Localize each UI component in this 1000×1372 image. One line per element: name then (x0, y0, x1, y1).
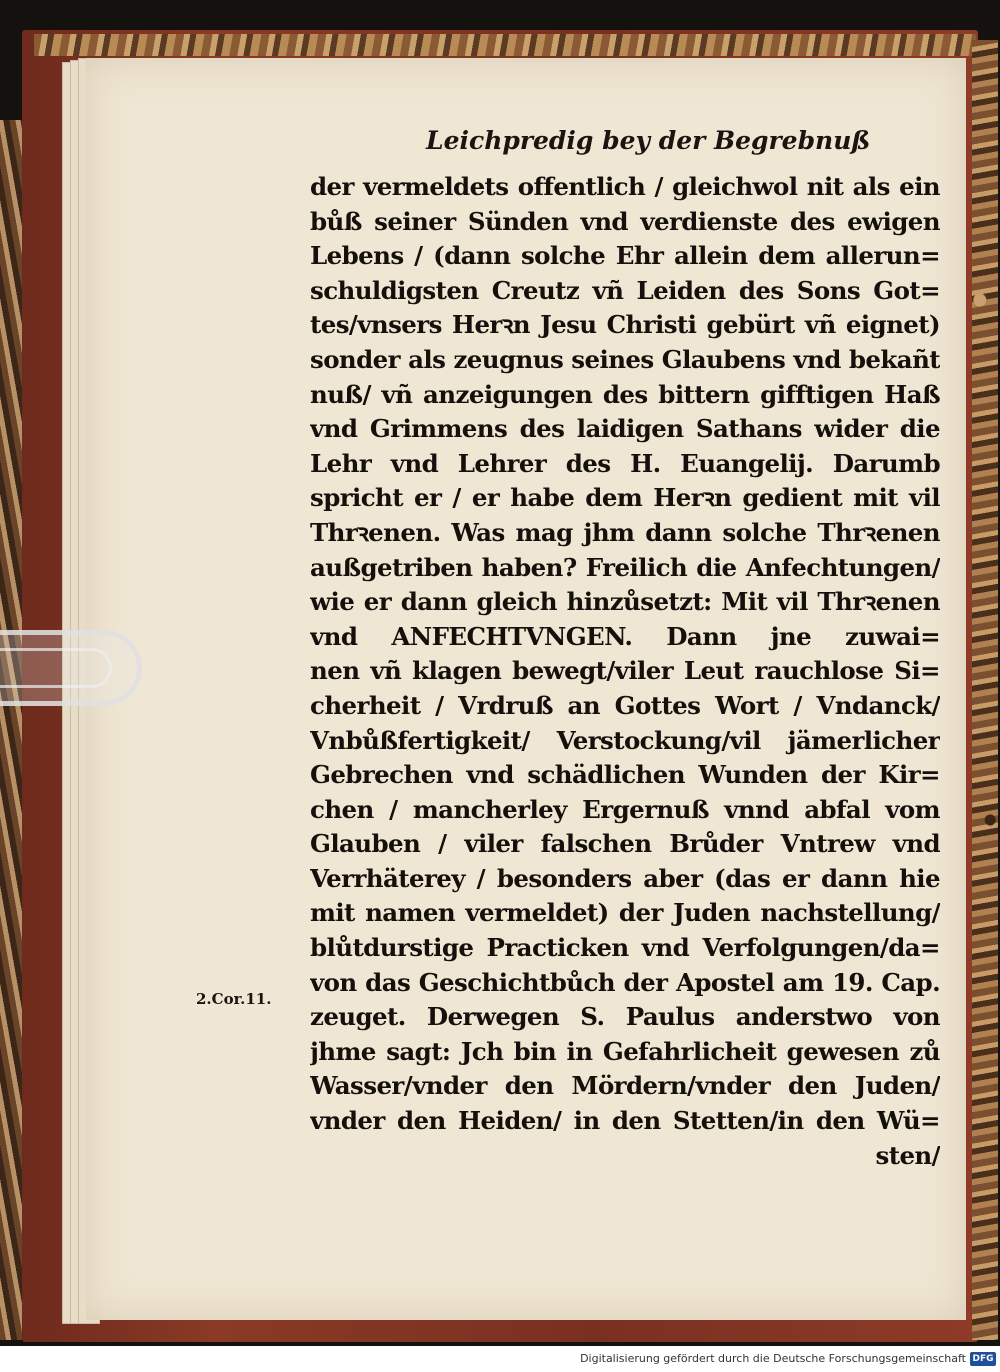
marginal-note: 2.Cor.11. (196, 990, 272, 1008)
marbled-endpaper-right (972, 40, 998, 1340)
text-line: bůß seiner Sünden vnd verdienste des ewigen (310, 206, 940, 236)
text-line: nuß/ vñ anzeigungen des bittern gifftigen Haß (310, 379, 940, 409)
text-line: Wasser/vnder den Mördern/vnder den Juden/ (310, 1071, 940, 1101)
text-line: jhme sagt: Jch bin in Gefahrlicheit gewesen zů (310, 1036, 940, 1066)
paper-clip-inner (0, 648, 112, 688)
text-line: Gebrechen vnd schädlichen Wunden der Kir= (310, 760, 940, 790)
text-line: vnd Grimmens des laidigen Sathans wider die (310, 414, 940, 444)
text-line: Lebens / (dann solche Ehr allein dem allerun= (310, 241, 940, 271)
marbled-endpaper-top (34, 34, 976, 56)
catchword-line: sten/ (875, 1140, 940, 1170)
running-head: Leichpredig bey der Begrebnuß (426, 126, 871, 155)
text-line: Thrꝛenen. Was mag jhm dann solche Thrꝛenen (310, 517, 940, 547)
text-line: vnd ANFECHTVNGEN. Dann jne zuwai= (310, 621, 940, 651)
text-line: mit namen vermeldet) der Juden nachstellung/ (310, 898, 940, 928)
text-line: blůtdurstige Practicken vnd Verfolgungen/da= (310, 933, 940, 963)
text-line: wie er dann gleich hinzůsetzt: Mit vil Thrꝛenen (310, 587, 940, 617)
page-body-text (310, 170, 940, 1173)
text-line: Lehr vnd Lehrer des H. Euangelij. Darumb (310, 448, 940, 478)
text-line: Glauben / viler falschen Brůder Vntrew vnd (310, 829, 940, 859)
text-line: zeuget. Derwegen S. Paulus anderstwo von (310, 1002, 940, 1032)
text-line: nen vñ klagen bewegt/viler Leut rauchlose Si= (310, 656, 940, 686)
text-line: sonder als zeugnus seines Glaubens vnd bekañt (310, 344, 940, 374)
marbled-edge-left (0, 120, 22, 1340)
text-line: vnder den Heiden/ in den Stetten/in den Wü= (310, 1106, 940, 1136)
text-line: cherheit / Vrdruß an Gottes Wort / Vndanck/ (310, 690, 940, 720)
text-line: von das Geschichtbůch der Apostel am 19. Cap. (310, 967, 940, 997)
footer-credit: Digitalisierung gefördert durch die Deutsche Forschungsgemeinschaft (580, 1352, 966, 1365)
text-line: Verrhäterey / besonders aber (das er dann hie (310, 863, 940, 893)
text-line: tes/vnsers Herꝛn Jesu Christi gebürt vñ eignet) (310, 310, 940, 340)
text-line: chen / mancherley Ergernuß vnnd abfal vom (310, 794, 940, 824)
text-line: außgetriben haben? Freilich die Anfechtungen/ (310, 552, 940, 582)
text-line: der vermeldets offentlich / gleichwol nit als ein (310, 172, 940, 201)
dfg-logo-icon: DFG (970, 1352, 996, 1366)
text-line: Vnbůßfertigkeit/ Verstockung/vil jämerlicher (310, 725, 940, 755)
text-line: schuldigsten Creutz vñ Leiden des Sons Got= (310, 275, 940, 305)
text-line: spricht er / er habe dem Herꝛn gedient mit vil (310, 483, 940, 513)
